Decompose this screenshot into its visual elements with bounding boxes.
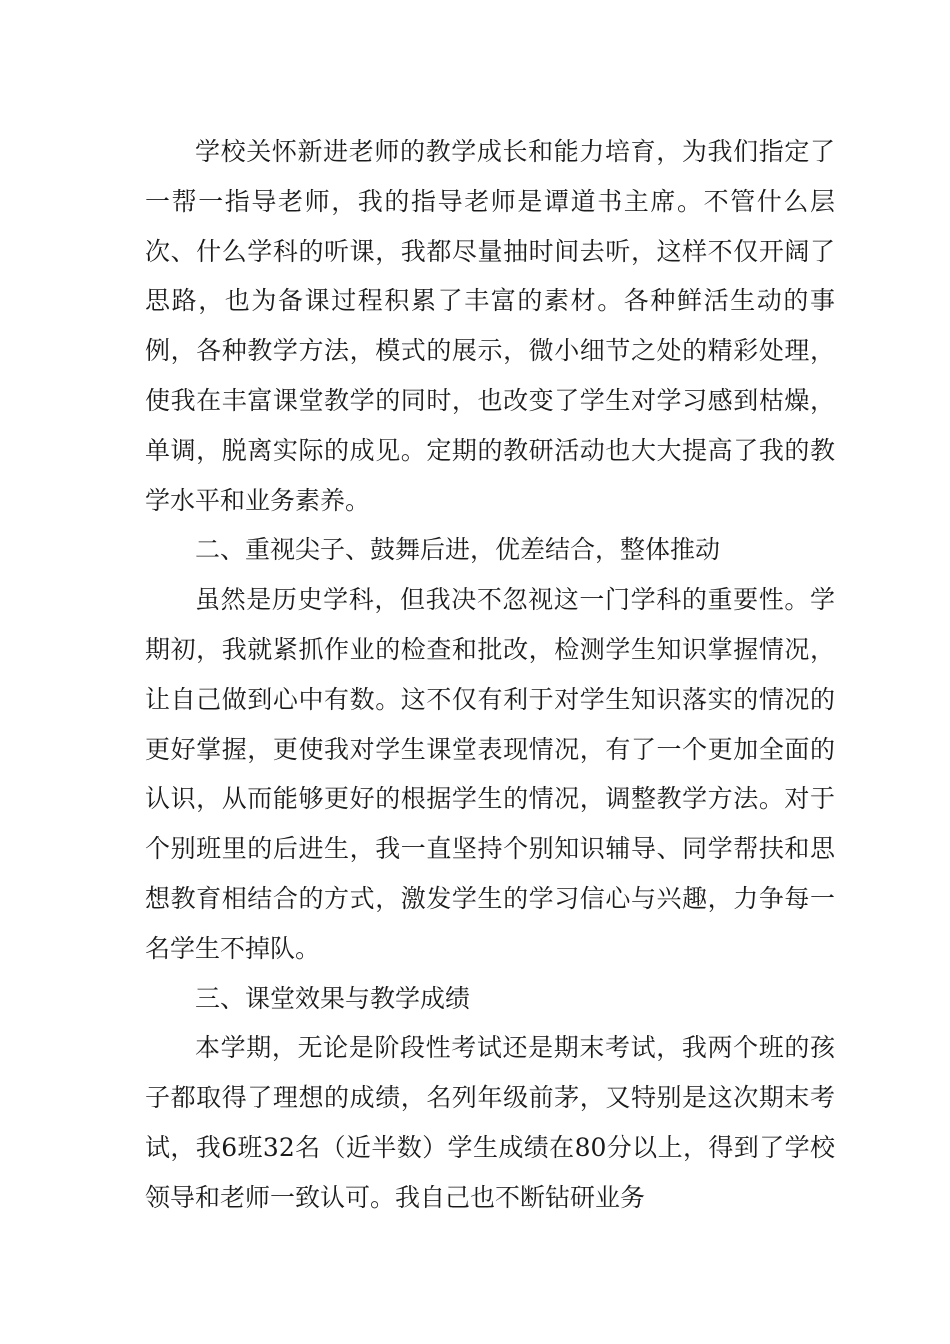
paragraph-homework: 虽然是历史学科，但我决不忽视这一门学科的重要性。学期初，我就紧抓作业的检查和批改，检测学生知识掌握情况，让自己做到心中有数。这不仅有利于对学生知识落实的情况的更好掌握，更使我对学生课堂表现情况，有了一个更加全面的认识，从而能够更好的根据学生的情况，调整教学方法。对于个别班里的后进生，我一直坚持个别知识辅导、同学帮扶和思想教育相结合的方式，激发学生的学习信心与兴趣，力争每一名学生不掉队。 [145, 585, 835, 963]
document-body [145, 127, 835, 1223]
section-heading-3: 三、课堂效果与教学成绩 [195, 983, 471, 1013]
paragraph-results: 本学期，无论是阶段性考试还是期末考试，我两个班的孩子都取得了理想的成绩，名列年级前茅，又特别是这次期末考试，我6班32名（近半数）学生成绩在80分以上，得到了学校领导和老师一致认可。我自己也不断钻研业务 [145, 1033, 835, 1212]
section-heading-2: 二、重视尖子、鼓舞后进，优差结合，整体推动 [195, 535, 721, 565]
paragraph-mentoring: 学校关怀新进老师的教学成长和能力培育，为我们指定了一帮一指导老师，我的指导老师是谭道书主席。不管什么层次、什么学科的听课，我都尽量抽时间去听，这样不仅开阔了思路，也为备课过程积累了丰富的素材。各种鲜活生动的事例，各种教学方法，模式的展示，微小细节之处的精彩处理，使我在丰富课堂教学的同时，也改变了学生对学习感到枯燥，单调，脱离实际的成见。定期的教研活动也大大提高了我的教学水平和业务素养。 [145, 137, 835, 515]
